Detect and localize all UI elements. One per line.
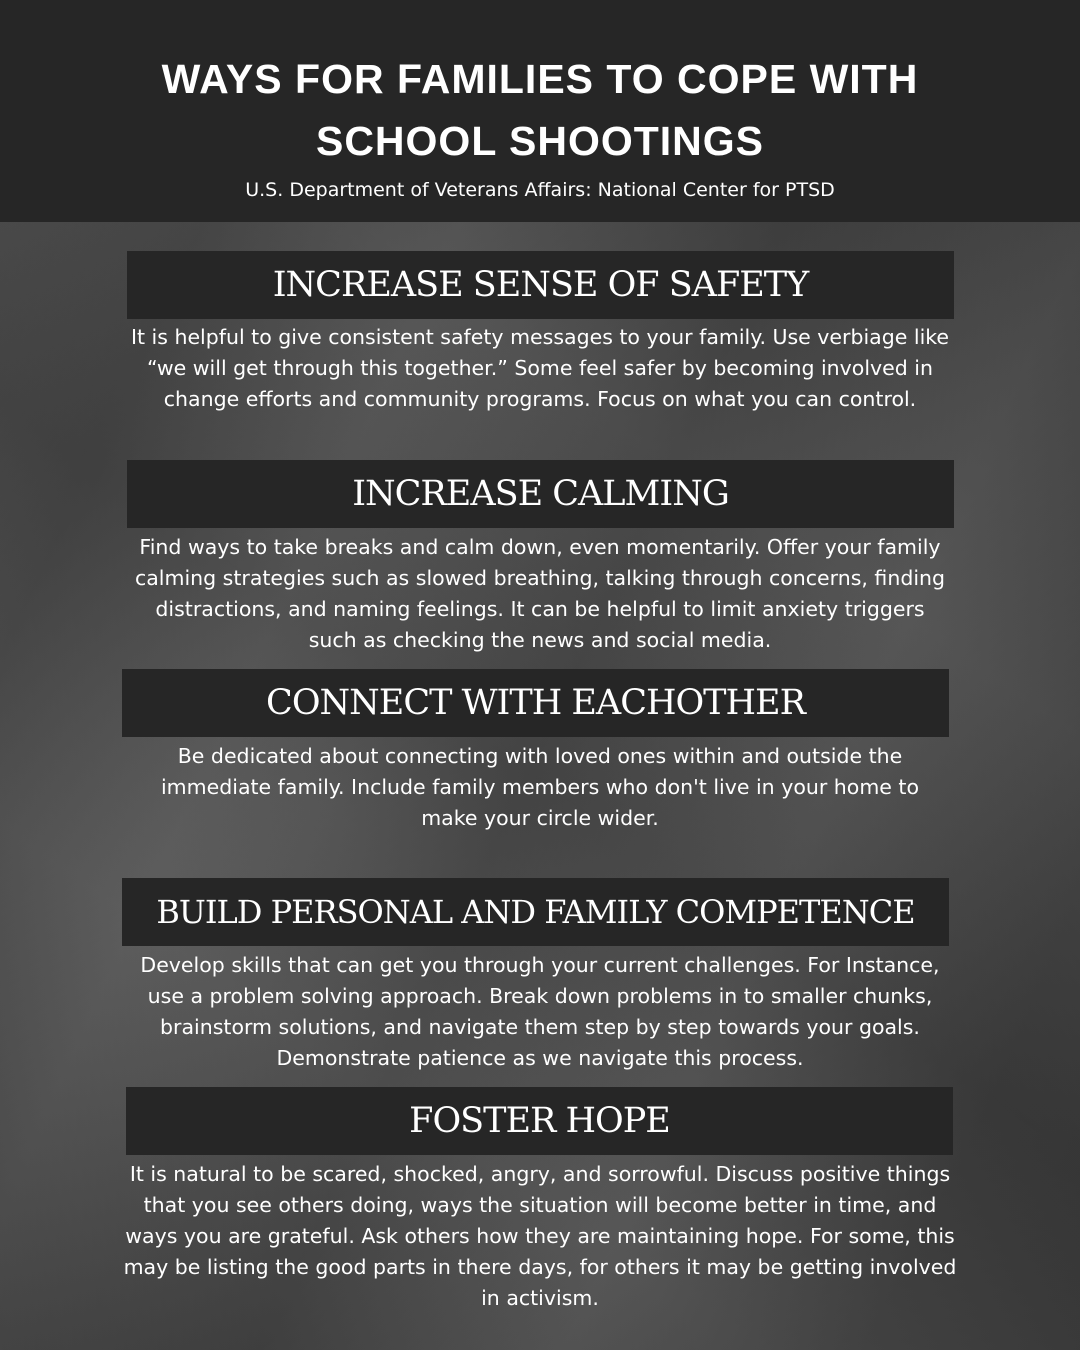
section-heading: BUILD PERSONAL AND FAMILY COMPETENCE: [156, 893, 915, 931]
section-body: Be dedicated about connecting with loved ones within and outside the immediate family. Include family members who don't live in your home to make your circle wider.: [160, 744, 920, 830]
section-heading-band: [122, 669, 949, 737]
section-heading: INCREASE SENSE OF SAFETY: [272, 265, 809, 305]
section-heading-band: [126, 1087, 953, 1155]
section-body: Find ways to take breaks and calm down, even momentarily. Offer your family calming strategies such as slowed breathing, talking through concerns, finding distractions, and naming feelings. It can be helpful to limit anxiety triggers such as checking the news and social media.: [134, 535, 946, 652]
section-heading: FOSTER HOPE: [409, 1101, 670, 1141]
header-banner: [0, 0, 1080, 222]
section-heading: CONNECT WITH EACHOTHER: [266, 683, 805, 723]
section-heading: INCREASE CALMING: [352, 474, 729, 514]
section-heading-band: [127, 251, 954, 319]
source-attribution: U.S. Department of Veterans Affairs: National Center for PTSD: [245, 179, 835, 201]
page-title: WAYS FOR FAMILIES TO COPE WITH SCHOOL SHOOTINGS: [161, 56, 919, 164]
section-body: It is natural to be scared, shocked, angry, and sorrowful. Discuss positive things that you see others doing, ways the situation will become better in time, and ways you are grateful. Ask others how they are maintaining hope. For some, this may be listing the good parts in there days, for others it may be getting involved in activism.: [123, 1162, 957, 1310]
section-body: It is helpful to give consistent safety messages to your family. Use verbiage like “we will get through this together.” Some feel safer by becoming involved in change efforts and community programs. Focus on what you can control.: [130, 325, 950, 411]
section-heading-band: [122, 878, 949, 946]
section-body: Develop skills that can get you through your current challenges. For Instance, use a problem solving approach. Break down problems in to smaller chunks, brainstorm solutions, and navigate them step by step towards your goals. Demonstrate patience as we navigate this process.: [140, 953, 940, 1070]
section-heading-band: [127, 460, 954, 528]
